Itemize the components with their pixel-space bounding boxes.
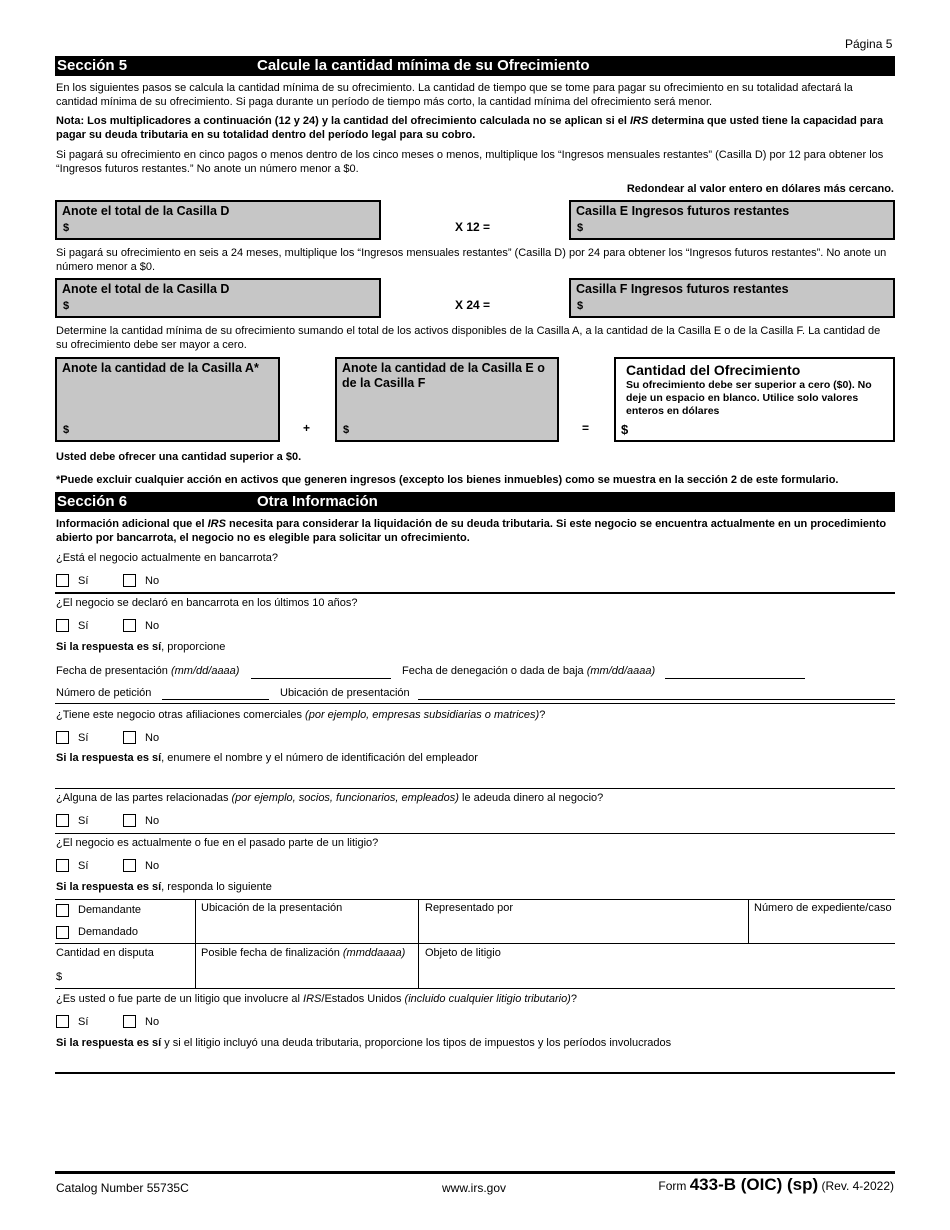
section-5-number: Sección 5 [57, 57, 128, 74]
affiliations-yes-checkbox[interactable] [56, 731, 69, 744]
affiliations-answer-line[interactable] [55, 788, 895, 789]
plaintiff-checkbox[interactable] [56, 904, 69, 917]
section-5-intro: En los siguientes pasos se calcula la cantidad mínima de su ofrecimiento. La cantidad de tiempo que se tome para pagar su ofrecimiento en su totalidad afectará la cantidad mínima de su ofrecimiento. Si paga durante un período de tiempo más corto, la cantidad mínima del ofrecimiento será menor. [56, 82, 853, 108]
no-label: No [145, 815, 160, 827]
divider [55, 703, 895, 704]
if-yes-tax-types: Si la respuesta es sí y si el litigio incluyó una deuda tributaria, proporcione los tipos de impuestos y los períodos involucrados [56, 1037, 672, 1049]
yes-label: Sí [78, 732, 89, 744]
denial-date-field[interactable] [665, 678, 805, 679]
table-bottom-border [55, 988, 895, 989]
page-number: Página 5 [845, 37, 893, 51]
no-label: No [145, 575, 160, 587]
round-note: Redondear al valor entero en dólares más cercano. [626, 183, 894, 195]
if-yes-list: Si la respuesta es sí, enumere el nombre y el número de identificación del empleador [56, 752, 478, 764]
table-col-divider [195, 899, 196, 989]
yes-label: Sí [78, 620, 89, 632]
no-label: No [145, 620, 160, 632]
section-6-title: Otra Información [257, 493, 378, 510]
q-bankrupt-10-years: ¿El negocio se declaró en bancarrota en los últimos 10 años? [56, 597, 358, 609]
related-no-checkbox[interactable] [123, 814, 136, 827]
offer-amount-title: Cantidad del Ofrecimiento [626, 362, 801, 378]
subject-of-litigation-label: Objeto de litigio [425, 947, 501, 959]
q-affiliations: ¿Tiene este negocio otras afiliaciones comerciales (por ejemplo, empresas subsidiarias o matrices)? [56, 709, 546, 721]
box-d-total-24[interactable]: Anote el total de la Casilla D $ [55, 278, 381, 318]
box-e-or-f-amount[interactable]: Anote la cantidad de la Casilla E o de la Casilla F $ [335, 357, 559, 442]
offer-amount-note: Su ofrecimiento debe ser superior a cero ($0). No deje un espacio en blanco. Utilice solo valores enteros en dólares [626, 379, 872, 417]
amount-dollar: $ [56, 971, 63, 983]
filing-date-label: Fecha de presentación (mm/dd/aaaa) [56, 665, 240, 677]
six-to-24-instructions: Si pagará su ofrecimiento en seis a 24 meses, multiplique los “Ingresos mensuales restantes” (Casilla D) por 24 para obtener los “Ingresos futuros restantes”. No anote un número menor a $0. [56, 247, 887, 273]
docket-number-label: Número de expediente/caso [754, 902, 892, 914]
tax-types-answer-line[interactable] [55, 1072, 895, 1074]
yes-label: Sí [78, 1016, 89, 1028]
determine-offer-instructions: Determine la cantidad mínima de su ofrecimiento sumando el total de los activos disponibles de la Casilla A, a la cantidad de la Casilla E o de la Casilla F. La cantidad de su ofrecimiento debe ser mayor a cero. [56, 325, 881, 351]
equals-operator: = [582, 421, 590, 435]
yes-label: Sí [78, 860, 89, 872]
petition-number-field[interactable] [162, 699, 269, 700]
represented-by-label: Representado por [425, 902, 514, 914]
affiliations-no-checkbox[interactable] [123, 731, 136, 744]
bankrupt-10-yes-checkbox[interactable] [56, 619, 69, 632]
five-payments-instructions: Si pagará su ofrecimiento en cinco pagos o menos dentro de los cinco meses o menos, multiplique los “Ingresos mensuales restantes” (Casilla D) por 12 para obtener los “Ingresos futuros restantes.” No anote un número menor a $0. [56, 149, 884, 175]
section-6-header [55, 492, 895, 512]
no-label: No [145, 732, 160, 744]
filing-location-label: Ubicación de presentación [280, 687, 410, 699]
defendant-label: Demandado [78, 926, 138, 938]
bankrupt-now-yes-checkbox[interactable] [56, 574, 69, 587]
defendant-checkbox[interactable] [56, 926, 69, 939]
q-litigation: ¿El negocio es actualmente o fue en el pasado parte de un litigio? [56, 837, 379, 849]
offer-dollar: $ [621, 422, 629, 437]
divider [55, 592, 895, 594]
irs-website: www.irs.gov [442, 1181, 507, 1195]
no-label: No [145, 860, 160, 872]
multiply-12-operator: X 12 = [455, 220, 491, 234]
offer-amount-box[interactable] [614, 357, 895, 442]
section-6-intro: Información adicional que el IRS necesita para considerar la liquidación de su deuda tributaria. Si este negocio se encuentra actualmente en un procedimiento abierto por bancarrota, el negocio no es elegible para solicitar un ofrecimiento. [56, 518, 887, 544]
bankrupt-10-no-checkbox[interactable] [123, 619, 136, 632]
irs-litigation-yes-checkbox[interactable] [56, 1015, 69, 1028]
litigation-yes-checkbox[interactable] [56, 859, 69, 872]
plaintiff-label: Demandante [78, 904, 141, 916]
must-offer-note: Usted debe ofrecer una cantidad superior a $0. [56, 451, 302, 463]
yes-label: Sí [78, 575, 89, 587]
no-label: No [145, 1016, 160, 1028]
box-f-future-income[interactable]: Casilla F Ingresos futuros restantes $ [569, 278, 895, 318]
completion-date-label: Posible fecha de finalización (mmddaaaa) [201, 947, 406, 959]
section-5-header [55, 56, 895, 76]
table-top-border [55, 899, 895, 900]
location-of-filing-label: Ubicación de la presentación [201, 902, 343, 914]
box-a-amount[interactable]: Anote la cantidad de la Casilla A* $ [55, 357, 280, 442]
petition-number-label: Número de petición [56, 687, 152, 699]
related-yes-checkbox[interactable] [56, 814, 69, 827]
divider [55, 833, 895, 834]
if-yes-provide: Si la respuesta es sí, proporcione [56, 641, 226, 653]
q-irs-litigation: ¿Es usted o fue parte de un litigio que involucre al IRS/Estados Unidos (incluido cualquier litigio tributario)? [56, 993, 577, 1005]
exclude-assets-note: *Puede excluir cualquier acción en activos que generen ingresos (excepto los bienes inmuebles) como se muestra en la sección 2 de este formulario. [56, 474, 839, 486]
q-bankrupt-now: ¿Está el negocio actualmente en bancarrota? [56, 552, 278, 564]
litigation-no-checkbox[interactable] [123, 859, 136, 872]
irs-litigation-no-checkbox[interactable] [123, 1015, 136, 1028]
catalog-number: Catalog Number 55735C [56, 1181, 189, 1195]
table-mid-border [55, 943, 895, 944]
box-e-future-income[interactable]: Casilla E Ingresos futuros restantes $ [569, 200, 895, 240]
plus-operator: + [303, 421, 311, 435]
yes-label: Sí [78, 815, 89, 827]
footer-rule [55, 1171, 895, 1174]
filing-location-field[interactable] [418, 699, 895, 700]
section-6-number: Sección 6 [57, 493, 128, 510]
amount-in-dispute-label: Cantidad en disputa [56, 947, 154, 959]
bankrupt-now-no-checkbox[interactable] [123, 574, 136, 587]
q-related-parties: ¿Alguna de las partes relacionadas (por ejemplo, socios, funcionarios, empleados) le adeuda dinero al negocio? [56, 792, 604, 804]
denial-date-label: Fecha de denegación o dada de baja (mm/dd/aaaa) [402, 665, 656, 677]
table-col-divider [748, 899, 749, 944]
multiplier-note: Nota: Los multiplicadores a continuación (12 y 24) y la cantidad del ofrecimiento calculada no se aplican si el IRS determina que usted tiene la capacidad para pagar su deuda tributaria en su totalidad dentro del período legal para su cobro. [56, 115, 884, 141]
filing-date-field[interactable] [251, 678, 391, 679]
form-identifier: Form 433-B (OIC) (sp) (Rev. 4-2022) [658, 1175, 894, 1194]
box-d-total-12[interactable]: Anote el total de la Casilla D $ [55, 200, 381, 240]
section-5-title: Calcule la cantidad mínima de su Ofrecimiento [257, 57, 590, 74]
multiply-24-operator: X 24 = [455, 298, 491, 312]
if-yes-answer: Si la respuesta es sí, responda lo siguiente [56, 881, 272, 893]
table-col-divider [418, 899, 419, 989]
